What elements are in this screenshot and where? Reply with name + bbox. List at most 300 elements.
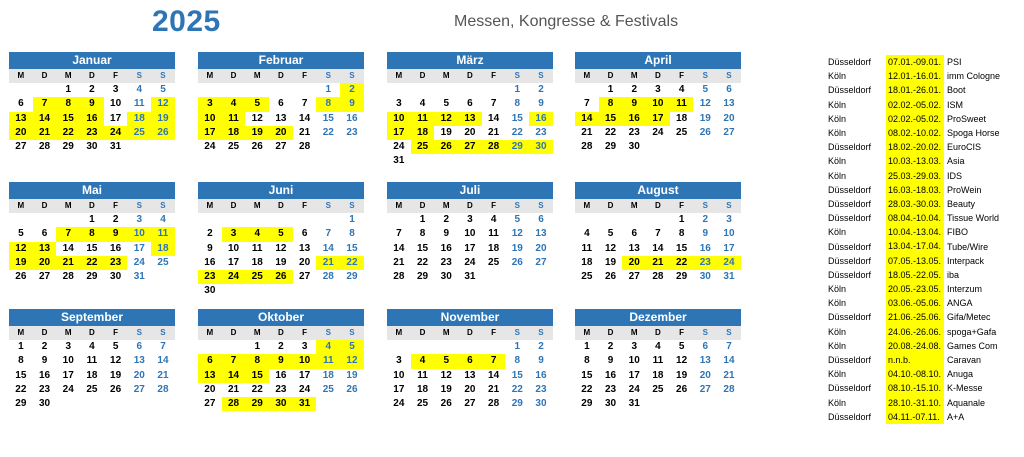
day-cell: 27: [15, 141, 27, 153]
day-cell: 16: [275, 369, 287, 381]
event-row: [828, 197, 1018, 211]
weekday-label: D: [41, 71, 48, 80]
day-empty: [198, 83, 222, 97]
day-cell: 5: [607, 228, 614, 240]
day-cell: 2: [607, 341, 614, 352]
day-cell: 17: [198, 126, 222, 140]
day-grid: [9, 340, 175, 411]
weekday-label: S: [349, 201, 355, 210]
day-cell: 20: [535, 242, 547, 254]
event-name: Gifa/Metec: [947, 312, 991, 323]
event-name: Anuga: [947, 369, 974, 380]
event-row: [828, 410, 1018, 424]
event-dates: 10.04.-13.04.: [886, 225, 944, 239]
day-cell: 14: [62, 242, 74, 254]
day-cell: 6: [41, 228, 48, 240]
event-name: PSI: [947, 57, 962, 68]
day-empty: [482, 340, 506, 354]
day-cell: 17: [464, 242, 476, 254]
event-city: Köln: [828, 170, 847, 181]
day-cell: 12: [251, 112, 263, 124]
day-cell: 7: [726, 341, 732, 352]
day-grid: [387, 83, 553, 169]
weekday-label: F: [491, 201, 497, 210]
day-cell: 20: [464, 383, 476, 395]
day-cell: 24: [299, 383, 311, 395]
day-cell: 26: [251, 141, 263, 153]
month-header: Mai: [9, 182, 175, 199]
day-cell: 11: [411, 112, 435, 126]
day-cell: 1: [89, 214, 95, 225]
event-row: [828, 396, 1018, 410]
day-cell: 16: [604, 369, 617, 381]
day-cell: 20: [204, 383, 216, 395]
day-empty: [411, 340, 435, 354]
day-cell: 4: [655, 341, 661, 352]
weekday-label: M: [442, 328, 450, 337]
day-cell: 10: [628, 355, 640, 367]
day-cell: 26: [676, 383, 688, 395]
day-cell: 9: [269, 354, 293, 368]
day-cell: 25: [127, 126, 151, 140]
day-cell: 14: [33, 112, 57, 126]
day-cell: 19: [699, 112, 711, 124]
day-cell: 14: [723, 355, 735, 367]
weekday-row: [575, 199, 741, 213]
weekday-label: D: [89, 71, 95, 80]
day-cell: 4: [160, 214, 166, 225]
event-dates: n.n.b.: [886, 353, 944, 367]
day-cell: 26: [440, 398, 452, 410]
day-cell: 2: [443, 214, 449, 225]
weekday-label: S: [538, 71, 544, 80]
weekday-label: M: [206, 328, 214, 337]
day-cell: 24: [204, 141, 216, 153]
day-cell: 8: [678, 228, 685, 240]
day-cell: 11: [251, 242, 263, 254]
day-empty: [56, 213, 80, 227]
day-cell: 21: [488, 383, 500, 395]
day-empty: [245, 213, 269, 227]
weekday-label: M: [206, 71, 214, 80]
event-city: Köln: [828, 128, 847, 139]
day-cell: 12: [676, 355, 688, 367]
day-cell: 19: [9, 256, 33, 270]
day-cell: 31: [393, 155, 405, 167]
day-cell: 11: [417, 369, 428, 381]
weekday-row: [198, 69, 364, 83]
day-cell: 24: [62, 383, 74, 395]
weekday-label: D: [89, 328, 95, 337]
event-row: [828, 353, 1018, 367]
weekday-label: D: [89, 201, 95, 210]
day-cell: 23: [80, 126, 104, 140]
day-cell: 13: [133, 355, 145, 367]
day-cell: 29: [511, 398, 523, 410]
day-grid: [9, 213, 175, 284]
day-cell: 27: [275, 141, 287, 153]
day-cell: 1: [349, 214, 355, 225]
event-name: Spoga Horse: [947, 128, 1000, 139]
day-cell: 24: [133, 256, 145, 268]
event-row: [828, 169, 1018, 183]
day-cell: 30: [604, 398, 617, 410]
day-cell: 8: [245, 354, 269, 368]
event-dates: 28.10.-31.10.: [886, 396, 944, 410]
day-cell: 23: [535, 126, 547, 138]
day-cell: 26: [269, 270, 293, 284]
day-cell: 30: [110, 271, 122, 283]
day-cell: 25: [416, 398, 429, 410]
weekday-label: D: [419, 201, 426, 210]
day-cell: 29: [86, 271, 98, 283]
day-cell: 2: [278, 341, 284, 352]
day-cell: 5: [112, 341, 119, 352]
day-cell: 29: [245, 397, 269, 411]
day-cell: 22: [80, 256, 104, 270]
day-cell: 10: [62, 355, 74, 367]
event-city: Köln: [828, 156, 847, 167]
day-cell: 18: [251, 256, 263, 268]
event-row: [828, 254, 1018, 268]
weekday-label: D: [607, 71, 614, 80]
day-cell: 26: [151, 126, 175, 140]
day-cell: 23: [346, 126, 358, 138]
day-cell: 17: [628, 369, 640, 381]
day-cell: 12: [151, 97, 175, 111]
day-cell: 21: [227, 383, 240, 395]
weekday-row: [9, 326, 175, 340]
event-dates: 13.04.-17.04.: [886, 239, 944, 253]
month-3: [387, 52, 553, 169]
day-empty: [575, 213, 599, 227]
day-cell: 19: [604, 256, 617, 268]
day-cell: 16: [204, 256, 216, 268]
day-cell: 28: [322, 271, 334, 283]
day-cell: 31: [110, 141, 122, 153]
day-empty: [458, 83, 482, 97]
weekday-row: [387, 69, 553, 83]
weekday-label: F: [302, 328, 308, 337]
day-cell: 14: [157, 355, 169, 367]
day-cell: 23: [104, 256, 128, 270]
day-cell: 10: [393, 369, 405, 381]
event-city: Düsseldorf: [828, 142, 872, 153]
event-city: Köln: [828, 99, 847, 110]
day-cell: 9: [104, 227, 128, 241]
day-cell: 9: [80, 97, 104, 111]
weekday-label: M: [253, 201, 261, 210]
day-cell: 27: [204, 398, 216, 410]
day-cell: 2: [538, 84, 544, 95]
day-cell: 22: [56, 126, 80, 140]
day-cell: 28: [222, 397, 246, 411]
day-cell: 3: [136, 214, 143, 225]
event-name: Aquanale: [947, 397, 986, 408]
day-cell: 17: [646, 112, 670, 126]
day-cell: 14: [393, 242, 405, 254]
weekday-row: [575, 326, 741, 340]
day-cell: 6: [702, 341, 709, 352]
day-empty: [222, 83, 246, 97]
event-row: [828, 154, 1018, 168]
day-cell: 15: [599, 112, 623, 126]
weekday-label: S: [349, 71, 355, 80]
day-grid: [198, 83, 364, 154]
day-cell: 7: [301, 98, 308, 110]
event-city: Düsseldorf: [828, 85, 872, 96]
day-cell: 14: [299, 112, 311, 124]
weekday-label: M: [17, 71, 25, 80]
event-row: [828, 112, 1018, 126]
day-cell: 25: [676, 126, 688, 138]
day-cell: 24: [222, 270, 246, 284]
day-cell: 26: [15, 271, 27, 283]
day-cell: 8: [316, 97, 340, 111]
day-cell: 6: [198, 354, 222, 368]
day-cell: 21: [723, 369, 735, 381]
day-cell: 5: [514, 214, 521, 225]
weekday-label: D: [230, 201, 237, 210]
day-cell: 4: [678, 84, 685, 95]
day-cell: 20: [464, 126, 476, 138]
day-cell: 23: [440, 256, 452, 268]
day-cell: 31: [133, 271, 145, 283]
event-dates: 18.05.-22.05.: [886, 268, 944, 282]
day-cell: 1: [419, 214, 426, 225]
day-cell: 5: [160, 84, 166, 95]
day-cell: 13: [33, 242, 57, 256]
day-cell: 18: [127, 112, 151, 126]
day-cell: 1: [65, 84, 71, 95]
month-header: November: [387, 309, 553, 326]
event-dates: 18.02.-20.02.: [886, 140, 944, 154]
day-cell: 7: [396, 228, 402, 240]
weekday-label: D: [41, 201, 48, 210]
day-cell: 30: [440, 271, 452, 283]
day-cell: 7: [222, 354, 246, 368]
day-cell: 3: [301, 341, 308, 352]
day-cell: 16: [699, 242, 711, 254]
day-cell: 24: [628, 383, 640, 395]
event-city: Köln: [828, 369, 847, 380]
day-empty: [269, 213, 293, 227]
weekday-label: F: [491, 328, 497, 337]
month-header: September: [9, 309, 175, 326]
day-cell: 16: [38, 369, 51, 381]
event-name: Caravan: [947, 355, 982, 366]
day-cell: 16: [622, 112, 646, 126]
weekday-label: D: [467, 71, 473, 80]
day-cell: 18: [581, 256, 593, 268]
month-8: [575, 182, 741, 284]
year-title: 2025: [152, 5, 221, 38]
day-cell: 15: [581, 369, 593, 381]
day-cell: 3: [726, 214, 732, 225]
weekday-label: S: [514, 71, 520, 80]
weekday-label: D: [230, 71, 237, 80]
weekday-label: S: [538, 328, 544, 337]
day-cell: 16: [346, 112, 358, 124]
weekday-row: [387, 326, 553, 340]
day-cell: 7: [490, 98, 497, 110]
day-cell: 23: [628, 126, 640, 138]
day-cell: 4: [316, 340, 340, 354]
day-cell: 19: [275, 256, 287, 268]
event-city: Düsseldorf: [828, 355, 872, 366]
day-cell: 8: [56, 97, 80, 111]
day-cell: 25: [581, 271, 593, 283]
day-cell: 7: [33, 97, 57, 111]
day-cell: 26: [110, 383, 122, 395]
day-grid: [198, 213, 364, 299]
day-cell: 6: [18, 98, 24, 110]
weekday-label: S: [514, 328, 520, 337]
day-cell: 29: [676, 271, 688, 283]
day-cell: 13: [275, 112, 287, 124]
weekday-label: M: [17, 328, 25, 337]
day-cell: 2: [340, 83, 364, 97]
event-dates: 07.01.-09.01.: [886, 55, 944, 69]
day-cell: 25: [488, 256, 500, 268]
day-cell: 18: [488, 242, 500, 254]
day-cell: 4: [245, 227, 269, 241]
day-cell: 28: [488, 398, 500, 410]
day-cell: 8: [599, 97, 623, 111]
weekday-label: S: [514, 201, 520, 210]
day-cell: 10: [723, 228, 735, 240]
day-cell: 29: [15, 398, 27, 410]
day-cell: 23: [535, 383, 547, 395]
day-cell: 7: [584, 98, 590, 110]
day-cell: 23: [693, 256, 717, 270]
weekday-label: F: [113, 201, 119, 210]
day-cell: 13: [198, 369, 222, 383]
day-cell: 21: [581, 126, 593, 138]
day-cell: 9: [41, 355, 48, 367]
day-cell: 1: [18, 341, 24, 352]
day-cell: 12: [110, 355, 122, 367]
month-9: [9, 309, 175, 411]
day-cell: 13: [458, 112, 482, 126]
day-cell: 30: [204, 285, 216, 297]
event-city: Düsseldorf: [828, 57, 872, 68]
weekday-label: S: [136, 328, 142, 337]
day-empty: [411, 83, 435, 97]
day-cell: 9: [443, 228, 449, 240]
day-cell: 3: [655, 84, 661, 95]
weekday-label: D: [278, 201, 284, 210]
event-name: Interzum: [947, 284, 983, 295]
weekday-label: M: [630, 71, 638, 80]
month-header: August: [575, 182, 741, 199]
day-cell: 2: [41, 341, 48, 352]
day-cell: 3: [467, 214, 473, 225]
weekday-label: F: [302, 71, 308, 80]
day-cell: 12: [440, 369, 452, 381]
day-cell: 18: [416, 383, 429, 395]
day-grid: [575, 213, 741, 284]
month-header: Juli: [387, 182, 553, 199]
day-cell: 23: [275, 383, 287, 395]
day-empty: [9, 213, 33, 227]
day-cell: 29: [416, 271, 429, 283]
weekday-label: D: [607, 328, 614, 337]
day-cell: 21: [646, 256, 670, 270]
month-header: April: [575, 52, 741, 69]
day-empty: [198, 213, 222, 227]
day-empty: [198, 340, 222, 354]
day-grid: [387, 340, 553, 411]
day-cell: 7: [325, 228, 332, 240]
day-cell: 13: [628, 242, 640, 254]
weekday-label: M: [395, 328, 403, 337]
day-cell: 12: [275, 242, 287, 254]
weekday-label: S: [160, 71, 166, 80]
day-cell: 3: [396, 98, 402, 110]
day-cell: 29: [505, 140, 529, 154]
day-cell: 19: [245, 126, 269, 140]
weekday-label: F: [679, 328, 685, 337]
day-cell: 21: [157, 369, 169, 381]
day-empty: [575, 83, 599, 97]
weekday-row: [198, 326, 364, 340]
event-city: Düsseldorf: [828, 383, 872, 394]
event-name: FIBO: [947, 227, 969, 238]
day-cell: 6: [278, 98, 284, 110]
day-cell: 17: [62, 369, 74, 381]
day-cell: 3: [631, 341, 637, 352]
month-5: [9, 182, 175, 284]
day-cell: 9: [538, 355, 544, 367]
weekday-row: [198, 199, 364, 213]
day-cell: 9: [538, 98, 544, 110]
event-row: [828, 98, 1018, 112]
day-cell: 10: [227, 242, 240, 254]
day-cell: 20: [622, 256, 646, 270]
event-city: Düsseldorf: [828, 269, 872, 280]
day-cell: 8: [18, 355, 24, 367]
day-cell: 6: [458, 354, 482, 368]
day-cell: 13: [9, 112, 33, 126]
day-cell: 8: [514, 98, 521, 110]
weekday-label: S: [325, 71, 331, 80]
day-cell: 14: [222, 369, 246, 383]
day-cell: 17: [299, 369, 311, 381]
event-dates: 04.11.-07.11.: [886, 410, 944, 424]
day-cell: 21: [33, 126, 57, 140]
event-row: [828, 381, 1018, 395]
day-cell: 2: [112, 214, 119, 225]
day-cell: 28: [482, 140, 506, 154]
event-name: spoga+Gafa: [947, 326, 997, 337]
weekday-label: S: [726, 71, 732, 80]
event-city: Köln: [828, 71, 847, 82]
day-cell: 30: [699, 271, 711, 283]
day-cell: 22: [604, 126, 617, 138]
day-cell: 18: [322, 369, 334, 381]
event-city: Köln: [828, 227, 847, 238]
event-dates: 12.01.-16.01.: [886, 69, 944, 83]
day-cell: 23: [38, 383, 51, 395]
day-cell: 20: [699, 369, 711, 381]
day-cell: 13: [723, 98, 735, 110]
weekday-label: S: [136, 201, 142, 210]
day-cell: 15: [511, 112, 523, 124]
day-cell: 6: [631, 228, 637, 240]
weekday-label: S: [702, 71, 708, 80]
event-name: Tube/Wire: [947, 241, 989, 252]
